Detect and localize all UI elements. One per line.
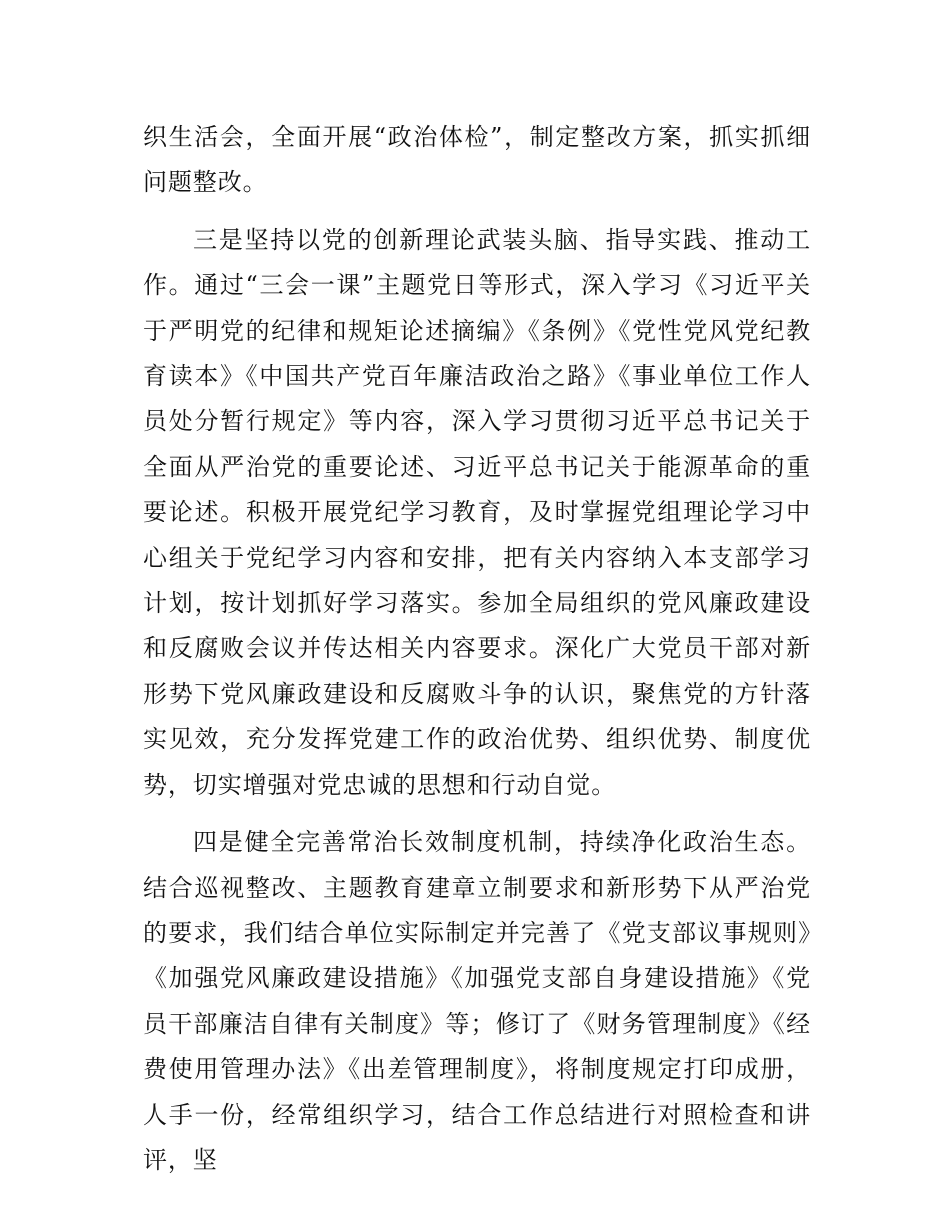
paragraph-continuation: 织生活会，全面开展“政治体检”，制定整改方案，抓实抓细问题整改。 [143,123,811,197]
paragraph-point-four: 四是健全完善常治长效制度机制，持续净化政治生态。结合巡视整改、主题教育建章立制要求和新形势下从严治党的要求，我们结合单位实际制定并完善了《党支部议事规则》《加强党风廉政建设措施》《加强党支部自身建设措施》《党员干部廉洁自律有关制度》等；修订了《财务管理制度》《经费使用管理办法》《出差管理制度》，将制度规定打印成册，人手一份，经常组织学习，结合工作总结进行对照检查和讲评，坚 [143,828,811,1174]
document-body [143,115,811,1183]
paragraph-point-three: 三是坚持以党的创新理论武装头脑、指导实践、推动工作。通过“三会一课”主题党日等形式，深入学习《习近平关于严明党的纪律和规矩论述摘编》《条例》《党性党风党纪教育读本》《中国共产党百年廉洁政治之路》《事业单位工作人员处分暂行规定》等内容，深入学习贯彻习近平总书记关于全面从严治党的重要论述、习近平总书记关于能源革命的重要论述。积极开展党纪学习教育，及时掌握党组理论学习中心组关于党纪学习内容和安排，把有关内容纳入本支部学习计划，按计划抓好学习落实。参加全局组织的党风廉政建设和反腐败会议并传达相关内容要求。深化广大党员干部对新形势下党风廉政建设和反腐败斗争的认识，聚焦党的方针落实见效，充分发挥党建工作的政治优势、组织优势、制度优势，切实增强对党忠诚的思想和行动自觉。 [143,225,811,799]
